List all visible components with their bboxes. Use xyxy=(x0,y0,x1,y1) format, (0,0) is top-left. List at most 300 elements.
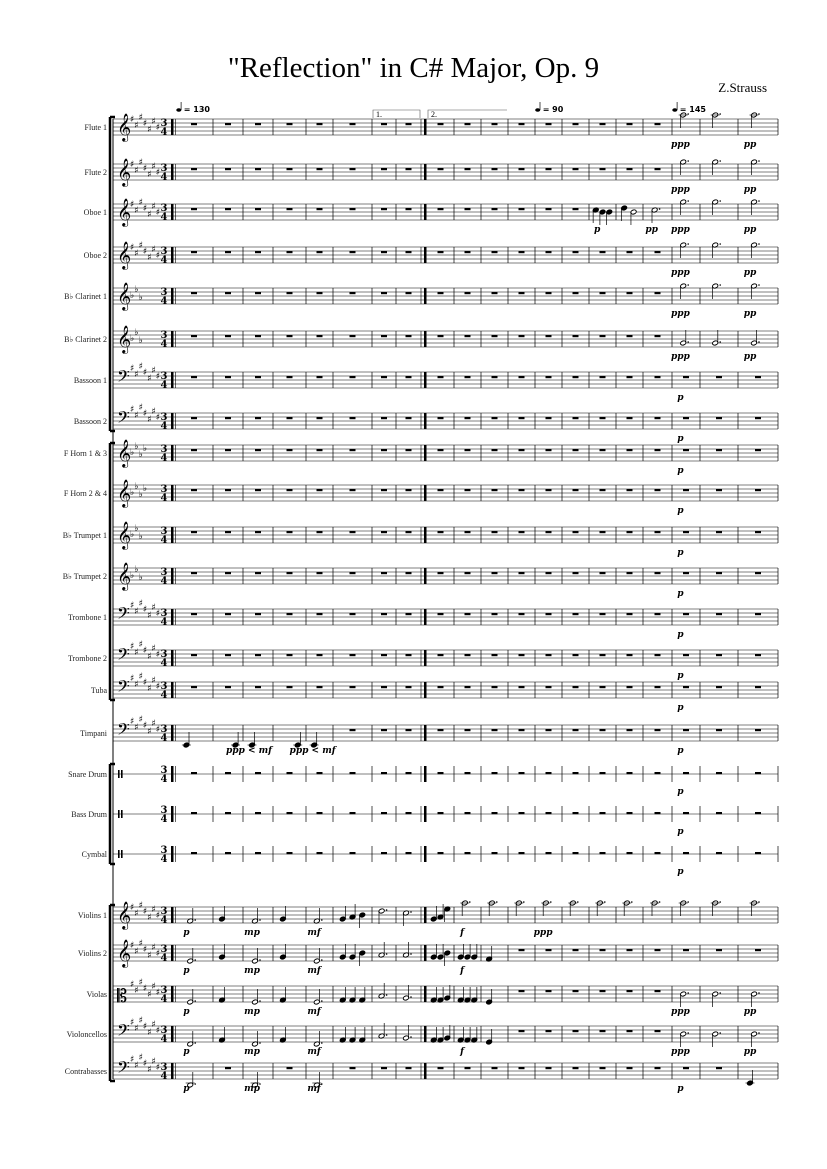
dynamic-marking: p xyxy=(183,1084,190,1094)
whole-rest xyxy=(381,613,387,615)
whole-rest xyxy=(716,852,722,854)
whole-rest xyxy=(716,613,722,615)
whole-rest xyxy=(573,168,579,170)
sharp-icon: ♯ xyxy=(134,607,139,617)
whole-rest xyxy=(683,686,689,688)
whole-rest xyxy=(492,123,498,125)
whole-rest xyxy=(655,686,661,688)
dynamic-marking: pp xyxy=(743,268,757,278)
augmentation-dot xyxy=(758,284,760,286)
whole-rest xyxy=(600,449,606,451)
whole-rest xyxy=(191,686,197,688)
whole-rest xyxy=(381,852,387,854)
whole-rest xyxy=(755,772,761,774)
time-signature-bottom: 4 xyxy=(160,854,168,865)
sharp-icon: ♯ xyxy=(130,200,135,210)
whole-rest xyxy=(519,489,525,491)
repeat-start-barline xyxy=(171,1026,174,1042)
sharp-icon: ♯ xyxy=(138,672,143,682)
whole-rest xyxy=(465,449,471,451)
instrument-name: Trombone 2 xyxy=(67,654,107,663)
sharp-icon: ♯ xyxy=(138,901,143,911)
dynamic-marking: mp xyxy=(244,1084,260,1094)
dynamic-marking: pp xyxy=(743,1007,757,1017)
whole-rest xyxy=(573,654,579,656)
instrument-name: Violins 1 xyxy=(77,911,107,920)
whole-rest xyxy=(287,572,293,574)
whole-rest xyxy=(600,686,606,688)
whole-rest xyxy=(492,335,498,337)
sharp-icon: ♯ xyxy=(142,646,148,656)
sharp-icon: ♯ xyxy=(130,903,135,913)
whole-rest xyxy=(519,417,525,419)
dynamic-marking: ppp < mf xyxy=(225,746,273,756)
treble-clef-icon: 𝄞 xyxy=(117,113,132,141)
augmentation-dot xyxy=(550,901,552,903)
sharp-icon: ♯ xyxy=(147,684,152,694)
dynamic-marking: p xyxy=(677,867,684,877)
whole-rest xyxy=(191,654,197,656)
whole-rest xyxy=(546,449,552,451)
dynamic-marking: pp xyxy=(743,140,757,150)
whole-rest xyxy=(225,168,231,170)
whole-rest xyxy=(492,572,498,574)
instrument-name: Trombone 1 xyxy=(67,613,107,622)
time-signature-bottom: 4 xyxy=(160,172,168,183)
whole-rest xyxy=(600,251,606,253)
staff-tuba xyxy=(91,672,778,713)
augmentation-dot xyxy=(687,341,689,343)
staff-f-horn-1-3 xyxy=(64,439,778,476)
bass-clef-icon: 𝄢 xyxy=(117,603,130,627)
augmentation-dot xyxy=(719,284,721,286)
double-barline xyxy=(424,288,427,304)
whole-rest xyxy=(600,292,606,294)
dynamic-marking: ppp xyxy=(670,309,690,319)
whole-rest xyxy=(546,251,552,253)
time-signature-bottom: 4 xyxy=(160,953,168,964)
whole-rest xyxy=(492,449,498,451)
whole-rest xyxy=(655,1030,661,1032)
whole-rest xyxy=(683,572,689,574)
whole-rest xyxy=(287,123,293,125)
whole-rest xyxy=(255,168,261,170)
whole-rest xyxy=(406,613,412,615)
whole-rest xyxy=(317,208,323,210)
staff-violas xyxy=(87,978,778,1017)
treble-clef-icon: 𝄞 xyxy=(117,901,132,929)
bass-clef-icon: 𝄢 xyxy=(117,407,130,431)
staff-flute-2 xyxy=(85,158,778,195)
augmentation-dot xyxy=(687,1032,689,1034)
staff-trombone-1 xyxy=(68,599,778,640)
repeat-start-barline xyxy=(171,609,174,625)
whole-rest xyxy=(438,417,444,419)
whole-rest xyxy=(191,449,197,451)
whole-rest xyxy=(225,812,231,814)
whole-rest xyxy=(225,292,231,294)
time-signature-bottom: 4 xyxy=(160,617,168,628)
whole-rest xyxy=(519,376,525,378)
sharp-icon: ♯ xyxy=(155,609,161,619)
whole-rest xyxy=(600,531,606,533)
flat-icon: ♭ xyxy=(130,448,135,458)
staff-oboe-2 xyxy=(84,241,778,278)
augmentation-dot xyxy=(687,160,689,162)
whole-rest xyxy=(225,686,231,688)
time-signature-top: 3 xyxy=(160,985,168,996)
whole-rest xyxy=(573,335,579,337)
augmentation-dot xyxy=(386,953,388,955)
staff-b-trumpet-1 xyxy=(63,521,778,558)
sharp-icon: ♯ xyxy=(147,170,152,180)
augmentation-dot xyxy=(259,1000,261,1002)
whole-rest xyxy=(683,729,689,731)
whole-rest xyxy=(191,812,197,814)
whole-rest xyxy=(716,812,722,814)
time-signature-top: 3 xyxy=(160,1062,168,1073)
whole-rest xyxy=(287,613,293,615)
sharp-icon: ♯ xyxy=(151,162,156,172)
repeat-start-barline xyxy=(171,846,174,862)
whole-rest xyxy=(225,208,231,210)
whole-rest xyxy=(465,123,471,125)
augmentation-dot xyxy=(719,243,721,245)
sharp-icon: ♯ xyxy=(142,1059,148,1069)
whole-rest xyxy=(573,772,579,774)
dynamic-marking: mp xyxy=(244,928,260,938)
instrument-name: Bassoon 2 xyxy=(73,417,107,426)
treble-clef-icon: 𝄞 xyxy=(117,198,132,226)
flat-icon: ♭ xyxy=(134,442,139,452)
whole-rest xyxy=(492,417,498,419)
whole-rest xyxy=(573,531,579,533)
whole-rest xyxy=(655,376,661,378)
whole-rest xyxy=(755,812,761,814)
whole-rest xyxy=(492,686,498,688)
whole-rest xyxy=(438,812,444,814)
time-signature-top: 3 xyxy=(160,444,168,455)
dynamic-marking: p xyxy=(183,1047,190,1057)
augmentation-dot xyxy=(577,901,579,903)
dynamic-marking: ppp xyxy=(670,140,690,150)
whole-rest xyxy=(225,489,231,491)
sharp-icon: ♯ xyxy=(155,372,161,382)
whole-rest xyxy=(573,1067,579,1069)
whole-rest xyxy=(350,168,356,170)
whole-rest xyxy=(755,449,761,451)
staff-cymbal xyxy=(82,845,778,877)
instrument-name: Flute 2 xyxy=(84,168,107,177)
time-signature-top: 3 xyxy=(160,608,168,619)
bass-clef-icon: 𝄢 xyxy=(117,1020,130,1044)
whole-rest xyxy=(225,1067,231,1069)
whole-rest xyxy=(465,376,471,378)
whole-rest xyxy=(255,812,261,814)
time-signature-top: 3 xyxy=(160,567,168,578)
whole-rest xyxy=(225,123,231,125)
time-signature-top: 3 xyxy=(160,246,168,257)
whole-rest xyxy=(317,417,323,419)
whole-rest xyxy=(683,812,689,814)
whole-rest xyxy=(381,208,387,210)
whole-rest xyxy=(381,292,387,294)
whole-rest xyxy=(655,531,661,533)
whole-rest xyxy=(350,613,356,615)
whole-rest xyxy=(191,376,197,378)
time-signature-top: 3 xyxy=(160,412,168,423)
whole-rest xyxy=(350,812,356,814)
whole-rest xyxy=(519,292,525,294)
whole-rest xyxy=(191,251,197,253)
whole-rest xyxy=(755,489,761,491)
whole-rest xyxy=(406,686,412,688)
sharp-icon: ♯ xyxy=(134,986,139,996)
sharp-icon: ♯ xyxy=(142,721,148,731)
dynamic-marking: pp xyxy=(743,352,757,362)
sharp-icon: ♯ xyxy=(130,717,135,727)
double-barline xyxy=(424,527,427,543)
sharp-icon: ♯ xyxy=(130,1018,135,1028)
repeat-start-barline xyxy=(171,907,174,923)
whole-rest xyxy=(492,772,498,774)
sharp-icon: ♯ xyxy=(151,982,156,992)
dynamic-marking: pp xyxy=(743,1047,757,1057)
whole-rest xyxy=(600,990,606,992)
flat-icon: ♭ xyxy=(138,532,143,542)
whole-rest xyxy=(225,572,231,574)
whole-rest xyxy=(755,654,761,656)
whole-rest xyxy=(600,572,606,574)
double-barline xyxy=(424,485,427,501)
instrument-name: Bassoon 1 xyxy=(73,376,107,385)
augmentation-dot xyxy=(259,959,261,961)
whole-rest xyxy=(465,292,471,294)
flat-icon: ♭ xyxy=(138,336,143,346)
flat-icon: ♭ xyxy=(134,328,139,338)
sharp-icon: ♯ xyxy=(134,121,139,131)
whole-rest xyxy=(655,990,661,992)
whole-rest xyxy=(465,335,471,337)
sharp-icon: ♯ xyxy=(134,206,139,216)
whole-rest xyxy=(546,990,552,992)
whole-rest xyxy=(255,335,261,337)
whole-rest xyxy=(546,812,552,814)
whole-rest xyxy=(255,852,261,854)
dynamic-marking: mf xyxy=(307,1084,321,1094)
whole-rest xyxy=(406,449,412,451)
whole-rest xyxy=(350,852,356,854)
sharp-icon: ♯ xyxy=(155,682,161,692)
whole-rest xyxy=(225,417,231,419)
augmentation-dot xyxy=(631,901,633,903)
dynamic-marking: pp xyxy=(743,185,757,195)
sharp-icon: ♯ xyxy=(151,117,156,127)
augmentation-dot xyxy=(687,992,689,994)
treble-clef-icon: 𝄞 xyxy=(117,282,132,310)
time-signature-top: 3 xyxy=(160,649,168,660)
whole-rest xyxy=(519,168,525,170)
whole-rest xyxy=(716,1067,722,1069)
whole-rest xyxy=(492,208,498,210)
whole-rest xyxy=(287,531,293,533)
sharp-icon: ♯ xyxy=(155,1063,161,1073)
whole-rest xyxy=(546,686,552,688)
whole-rest xyxy=(317,123,323,125)
sharp-icon: ♯ xyxy=(147,951,152,961)
time-signature-top: 3 xyxy=(160,203,168,214)
double-barline xyxy=(424,372,427,388)
sharp-icon: ♯ xyxy=(134,680,139,690)
time-signature-top: 3 xyxy=(160,330,168,341)
whole-rest xyxy=(755,417,761,419)
whole-rest xyxy=(573,990,579,992)
augmentation-dot xyxy=(604,901,606,903)
augmentation-dot xyxy=(194,1083,196,1085)
whole-rest xyxy=(683,376,689,378)
whole-rest xyxy=(317,251,323,253)
dynamic-marking: ppp xyxy=(670,1047,690,1057)
augmentation-dot xyxy=(194,1000,196,1002)
whole-rest xyxy=(350,335,356,337)
time-signature-bottom: 4 xyxy=(160,915,168,926)
whole-rest xyxy=(492,376,498,378)
sharp-icon: ♯ xyxy=(142,409,148,419)
whole-rest xyxy=(438,572,444,574)
volta-bracket xyxy=(428,110,507,118)
whole-rest xyxy=(655,251,661,253)
instrument-name: Violas xyxy=(86,990,107,999)
whole-rest xyxy=(492,654,498,656)
repeat-start-barline xyxy=(171,1063,174,1079)
treble-clef-icon: 𝄞 xyxy=(117,241,132,269)
sharp-icon: ♯ xyxy=(142,984,148,994)
whole-rest xyxy=(600,123,606,125)
whole-rest xyxy=(381,417,387,419)
sharp-icon: ♯ xyxy=(151,905,156,915)
flat-icon: ♭ xyxy=(130,488,135,498)
whole-rest xyxy=(465,489,471,491)
repeat-start-barline xyxy=(171,986,174,1002)
instrument-name: Oboe 2 xyxy=(83,251,107,260)
sharp-icon: ♯ xyxy=(138,939,143,949)
whole-rest xyxy=(438,1067,444,1069)
sharp-icon: ♯ xyxy=(130,1055,135,1065)
whole-rest xyxy=(683,1067,689,1069)
whole-rest xyxy=(191,572,197,574)
whole-rest xyxy=(381,489,387,491)
whole-rest xyxy=(406,208,412,210)
whole-rest xyxy=(317,572,323,574)
sharp-icon: ♯ xyxy=(134,947,139,957)
augmentation-dot xyxy=(719,200,721,202)
whole-rest xyxy=(406,531,412,533)
sharp-icon: ♯ xyxy=(142,164,148,174)
instrument-name: Tuba xyxy=(90,686,107,695)
whole-rest xyxy=(573,123,579,125)
whole-rest xyxy=(191,613,197,615)
dynamic-marking: mf xyxy=(307,1047,321,1057)
instrument-name: Cymbal xyxy=(81,850,107,859)
whole-rest xyxy=(755,376,761,378)
whole-rest xyxy=(225,613,231,615)
treble-clef-icon: 𝄞 xyxy=(117,562,132,590)
whole-rest xyxy=(627,572,633,574)
whole-rest xyxy=(716,949,722,951)
quarter-note-icon xyxy=(672,108,677,112)
sharp-icon: ♯ xyxy=(151,719,156,729)
whole-rest xyxy=(655,417,661,419)
whole-rest xyxy=(627,772,633,774)
sharp-icon: ♯ xyxy=(138,198,143,208)
whole-rest xyxy=(755,613,761,615)
augmentation-dot xyxy=(321,919,323,921)
sharp-icon: ♯ xyxy=(142,678,148,688)
augmentation-dot xyxy=(410,1036,412,1038)
flat-icon: ♭ xyxy=(130,571,135,581)
quarter-note-icon xyxy=(535,108,540,112)
whole-rest xyxy=(546,376,552,378)
whole-rest xyxy=(573,812,579,814)
whole-rest xyxy=(655,292,661,294)
whole-rest xyxy=(627,852,633,854)
whole-rest xyxy=(546,613,552,615)
dynamic-marking: p xyxy=(183,1007,190,1017)
sharp-icon: ♯ xyxy=(138,599,143,609)
time-signature-bottom: 4 xyxy=(160,421,168,432)
whole-rest xyxy=(287,489,293,491)
dynamic-marking: ppp < mf xyxy=(289,746,336,756)
whole-rest xyxy=(465,654,471,656)
whole-rest xyxy=(465,531,471,533)
treble-clef-icon: 𝄞 xyxy=(117,325,132,353)
whole-rest xyxy=(317,812,323,814)
flat-icon: ♭ xyxy=(138,293,143,303)
sharp-icon: ♯ xyxy=(155,650,161,660)
time-signature-bottom: 4 xyxy=(160,576,168,587)
sharp-icon: ♯ xyxy=(147,210,152,220)
dynamic-marking: p xyxy=(183,966,190,976)
whole-rest xyxy=(716,654,722,656)
volta-label: 2. xyxy=(431,110,437,119)
flat-icon: ♭ xyxy=(138,573,143,583)
whole-rest xyxy=(438,168,444,170)
whole-rest xyxy=(655,949,661,951)
augmentation-dot xyxy=(719,160,721,162)
dynamic-marking: ppp xyxy=(670,185,690,195)
dynamic-marking: p xyxy=(677,434,684,444)
augmentation-dot xyxy=(758,901,760,903)
volta-label: 1. xyxy=(376,110,382,119)
whole-rest xyxy=(381,729,387,731)
dynamic-marking: pp xyxy=(743,225,757,235)
time-signature-top: 3 xyxy=(160,724,168,735)
sharp-icon: ♯ xyxy=(155,208,161,218)
sharp-icon: ♯ xyxy=(147,125,152,135)
whole-rest xyxy=(406,251,412,253)
augmentation-dot xyxy=(321,1083,323,1085)
time-signature-bottom: 4 xyxy=(160,1071,168,1082)
sharp-icon: ♯ xyxy=(134,648,139,658)
double-barline xyxy=(424,986,427,1002)
whole-rest xyxy=(683,949,689,951)
whole-rest xyxy=(255,449,261,451)
treble-clef-icon: 𝄞 xyxy=(117,158,132,186)
whole-rest xyxy=(350,123,356,125)
treble-clef-icon: 𝄞 xyxy=(117,479,132,507)
whole-rest xyxy=(600,613,606,615)
repeat-start-barline xyxy=(171,945,174,961)
